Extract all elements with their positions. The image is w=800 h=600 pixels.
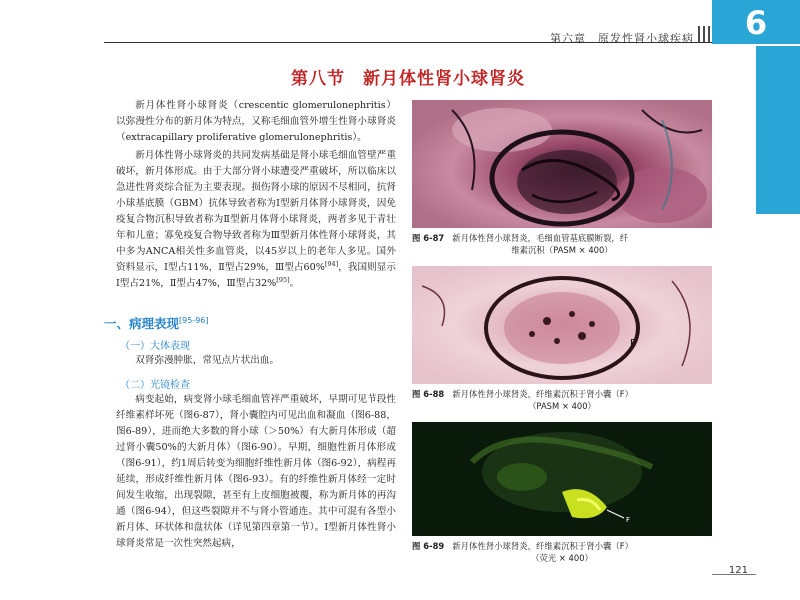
- subsection-heading-light-microscopy: （二）光镜检查: [120, 380, 190, 391]
- gross-paragraph: 双肾弥漫肿胀，常见点片状出血。: [135, 355, 280, 366]
- figure-6-87-caption: [412, 232, 712, 256]
- figure-6-88-number: 图 6-88: [412, 389, 445, 399]
- figure-6-89-image: [412, 422, 712, 536]
- figure-6-88-image: [412, 266, 712, 384]
- figure-6-88-caption: [412, 388, 712, 412]
- intro-paragraph-2: 新月体性肾小球肾炎的共同发病基础是肾小球毛细血管壁严重破坏，新月体形成。由于大部分肾小球遭受严重破坏，所以临床以急进性肾炎综合征为主要表现。损伤肾小球的原因不尽相同，抗肾小球基底膜（GBM）抗体导致者称为Ⅰ型新月体肾小球肾炎，因免疫复合物沉积导致者称为Ⅱ型新月体肾小球肾炎，两者多见于青壮年和儿童；寡免疫复合物导致者称为Ⅲ型新月体性肾小球肾炎，其中多为ANCA相关性多血管炎，以45岁以上的老年人多见。国外资料显示，Ⅰ型占11%，Ⅱ型占29%，Ⅲ型占60%[94]，我国则显示Ⅰ型占21%，Ⅱ型占47%，Ⅲ型占32%[95]。: [116, 150, 396, 289]
- intro-paragraph-1: 新月体性肾小球肾炎（crescentic glomerulonephritis）以弥漫性分布的新月体为特点，又称毛细血管外增生性肾小球肾炎（extracapillary proliferative glomerulonephritis）。: [116, 100, 396, 143]
- figure-6-89-number: 图 6-89: [412, 541, 445, 551]
- section-heading-refs: [95-96]: [179, 315, 209, 325]
- figure-6-88-label: F: [630, 338, 636, 349]
- figure-6-89-caption: [412, 540, 712, 564]
- subsection-heading-gross: （一）大体表现: [120, 341, 190, 352]
- figure-6-88-caption-line1: 新月体性肾小球肾炎，纤维素沉积于肾小囊（F）: [452, 389, 633, 399]
- figure-6-89-caption-line2: （荧光 × 400）: [531, 553, 593, 563]
- figure-6-87-image: [412, 100, 712, 228]
- section-heading-text: 一、病理表现: [104, 316, 180, 331]
- figure-6-87-caption-line2: 维素沉积（PASM × 400）: [511, 245, 613, 255]
- header-bars-decoration: [698, 26, 712, 42]
- figure-6-87-caption-line1: 新月体性肾小球肾炎，毛细血管基底膜断裂，纤: [452, 233, 629, 243]
- figure-6-89-label: F: [626, 516, 631, 524]
- figure-6-89-caption-line1: 新月体性肾小球肾炎，纤维素沉积于肾小囊（F）: [452, 541, 633, 551]
- section-heading-pathology: [104, 314, 209, 332]
- light-microscopy-paragraph: 病变起始，病变肾小球毛细血管袢严重破坏，早期可见节段性纤维素样坏死（图6-87），肾小囊腔内可见出血和凝血（图6-88，图6-89），进而绝大多数的肾小球（＞50%）有大新月体形成（超过肾小囊50%的大新月体）（图6-90）。早期，细胞性新月体形成（图6-91），约1周后转变为细胞纤维性新月体（图6-92），病程再延续，形成纤维性新月体（图6-93）。有的纤维性新月体经一定时间发生收缩，出现裂隙，甚至有上皮细胞被覆，称为新月体的再沟通（图6-94），但这些裂隙并不与肾小管通连。其中可混有各型小新月体、环状体和盘状体（详见第四章第一节）。Ⅰ型新月体性肾小球肾炎常是一次性突然起病，: [116, 394, 396, 549]
- page-number: 121: [728, 565, 748, 576]
- side-color-strip: [756, 46, 800, 214]
- figure-6-88-caption-line2: （PASM × 400）: [528, 401, 596, 411]
- chapter-number: 6: [744, 4, 768, 42]
- chapter-title: 第六章 原发性肾小球疾病: [550, 32, 694, 45]
- section-title: 第八节 新月体性肾小球肾炎: [291, 69, 525, 89]
- figure-6-87-number: 图 6-87: [412, 233, 445, 243]
